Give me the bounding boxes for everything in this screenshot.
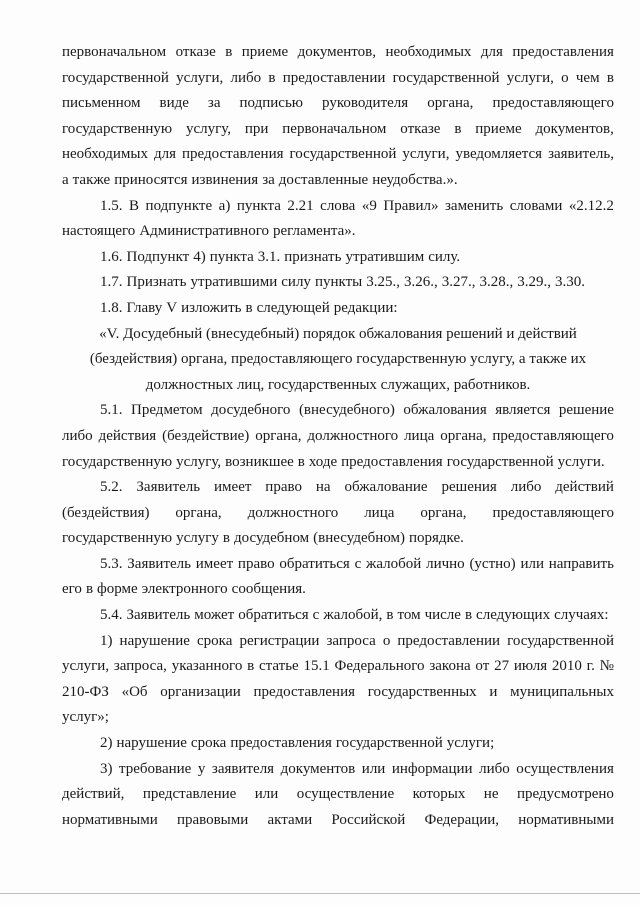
text-line [62, 705, 614, 731]
text-line [62, 347, 614, 373]
word: Предметом [131, 402, 203, 419]
word: или [254, 786, 279, 803]
word: 3.26., [403, 274, 438, 291]
word: в [297, 453, 305, 470]
word: о [561, 69, 569, 86]
word: срока [197, 632, 233, 649]
word: предоставления [181, 146, 284, 163]
word: 4) [193, 248, 206, 265]
word: утратившими [190, 274, 278, 291]
word: лица [404, 427, 435, 444]
word: государственной [289, 146, 397, 163]
word: силу. [428, 248, 461, 265]
word: 3.25., [366, 274, 400, 291]
word: приеме [475, 120, 522, 137]
line-text: (бездействия) органа, предоставляющего государственную услугу, а также их [89, 351, 587, 368]
text-line [62, 142, 614, 168]
word: нормативными [518, 811, 614, 828]
text-line [62, 731, 614, 757]
word: приносятся [114, 171, 188, 188]
word: (внесудебного) [298, 402, 395, 419]
word: руководителя [322, 95, 409, 112]
word: Федерального [334, 658, 425, 675]
word: ходе [308, 453, 338, 470]
word: Административного [139, 223, 269, 240]
word: чем [575, 69, 600, 86]
text-line [62, 66, 614, 92]
word: заявитель, [548, 146, 614, 163]
word: жалобой, [323, 607, 383, 624]
word: предоставления [341, 453, 443, 470]
word: с [354, 555, 362, 572]
word: в [247, 658, 255, 675]
word: его [62, 581, 82, 598]
word: органа, [440, 427, 487, 444]
word: том [397, 607, 421, 624]
word: также [72, 171, 111, 188]
word: В [129, 197, 140, 214]
word: Федерации, [424, 811, 500, 828]
word: услугу, [176, 453, 222, 470]
word: указанного [171, 658, 243, 675]
word: решение [558, 402, 614, 419]
word: отказе [400, 120, 441, 137]
word: Главу [126, 299, 163, 316]
word: форме [97, 581, 138, 598]
word: (устно) [469, 555, 516, 572]
word: услугу, [185, 120, 231, 137]
word: документов, [535, 120, 614, 137]
word: неудобства.». [372, 171, 458, 188]
word: в [606, 69, 614, 86]
word: государственной [507, 632, 614, 649]
word: действия [98, 427, 157, 444]
word: предоставлении [397, 632, 501, 649]
word: а [62, 171, 69, 188]
scan-edge-line [0, 893, 640, 894]
word: организации [160, 683, 241, 700]
word: 3.1. [257, 248, 281, 265]
word: является [495, 402, 551, 419]
word: необходимых [385, 44, 472, 60]
word: действий, [62, 786, 125, 803]
word: Подпункт [126, 248, 190, 265]
word: изложить [181, 299, 242, 316]
word: либо [230, 69, 262, 86]
word: предоставления [253, 683, 356, 700]
word: 3.30. [554, 274, 585, 291]
word: либо [62, 427, 93, 444]
text-line [62, 270, 614, 296]
text-line [62, 219, 614, 245]
word: государственных [367, 683, 477, 700]
text-line [62, 629, 614, 655]
word: предоставления [230, 735, 332, 752]
word: Правил» [383, 197, 439, 214]
word: муниципальных [510, 683, 614, 700]
word: которых [412, 786, 466, 803]
line-text: «V. Досудебный (внесудебный) порядок обжалования решений и действий [99, 325, 577, 342]
text-line [62, 296, 614, 322]
word: 2.21 [287, 197, 314, 214]
word: осуществления [516, 760, 614, 777]
word: 1.5. [100, 197, 123, 214]
word: у [197, 760, 206, 777]
word: от [475, 658, 490, 675]
word: предоставляющего [492, 95, 614, 112]
word: виде [159, 95, 189, 112]
word: может [194, 607, 235, 624]
word: срока [190, 735, 227, 752]
word: предоставлении [282, 69, 386, 86]
word: сообщения. [231, 581, 306, 598]
word: в [386, 607, 394, 624]
word: правовыми [176, 811, 249, 828]
word: в [464, 607, 473, 624]
word: пункта [236, 197, 281, 214]
word: услуги, [176, 69, 224, 86]
word: 3) [100, 760, 113, 777]
word: документов, [297, 44, 376, 60]
word: государственной [392, 69, 500, 86]
word: при [244, 120, 269, 137]
word: услуги, [506, 69, 554, 86]
word: «Об [121, 683, 148, 700]
word: осуществление [296, 786, 395, 803]
word: отказе [175, 44, 216, 60]
word: словами [509, 197, 563, 214]
word: лично [426, 555, 465, 572]
word: необходимых [62, 146, 148, 163]
word: (бездействие) [162, 427, 250, 444]
word: 210-ФЗ [62, 683, 109, 700]
word: органа, [427, 95, 474, 112]
word: следующей [256, 299, 330, 316]
word: письменном [62, 95, 141, 112]
word: подписью [239, 95, 304, 112]
word: пункта [209, 248, 254, 265]
word: услуги, [402, 146, 450, 163]
word: досудебного [211, 402, 291, 419]
word: регламента». [273, 223, 356, 240]
text-line [62, 40, 614, 66]
word: «2.12.2 [568, 197, 614, 214]
word: редакции: [333, 299, 398, 316]
word: доставленные [278, 171, 369, 188]
text-line [62, 680, 614, 706]
word: услуг»; [62, 709, 109, 726]
word: и [489, 683, 498, 700]
word: заявителя [211, 760, 275, 777]
text-line [62, 808, 614, 834]
word: а) [218, 197, 231, 214]
word: имеет [214, 479, 252, 496]
word: 1) [100, 632, 113, 649]
word: Российской [331, 811, 406, 828]
text-line [62, 654, 614, 680]
word: государственную [62, 530, 173, 547]
text-line [62, 552, 614, 578]
word: направить [548, 555, 614, 572]
word: решения [441, 479, 497, 496]
word: обратиться [238, 607, 309, 624]
word: запроса, [113, 658, 167, 675]
word: лица [364, 504, 395, 521]
word: государственной [446, 453, 554, 470]
text-line [62, 322, 614, 348]
text-line [62, 450, 614, 476]
word: органа, [420, 504, 467, 521]
word: 2010 [551, 658, 582, 675]
word: регистрации [239, 632, 320, 649]
text-line [62, 373, 614, 399]
word: обжалования [403, 402, 487, 419]
word: 3.28., [479, 274, 514, 291]
word: должностного [307, 427, 399, 444]
word: 5.2. [100, 479, 123, 496]
word: 5.3. [100, 555, 123, 572]
word: настоящего [62, 223, 136, 240]
word: предоставляющего [492, 427, 614, 444]
word: органа, [175, 504, 222, 521]
word: или [520, 555, 544, 572]
word: пункты [314, 274, 363, 291]
word: статье [258, 658, 299, 675]
word: утратившим [345, 248, 425, 265]
word: слова [320, 197, 356, 214]
word: приеме [241, 44, 289, 60]
word: 15.1 [303, 658, 330, 675]
word: 2) [100, 735, 113, 752]
word: 1.6. [100, 248, 123, 265]
word: нарушение [116, 735, 187, 752]
text-line [62, 782, 614, 808]
word: заменить [444, 197, 504, 214]
word: нарушение [119, 632, 190, 649]
word: обжалование [344, 479, 428, 496]
word: нормативными [62, 811, 158, 828]
word: V [166, 299, 178, 316]
word: документов [280, 760, 356, 777]
word: предоставляющего [492, 504, 614, 521]
word: Заявитель [136, 479, 201, 496]
word: о [382, 632, 391, 649]
text-line [62, 117, 614, 143]
word: 5.4. [100, 607, 123, 624]
word: 1.8. [100, 299, 123, 316]
word: 1.7. [100, 274, 123, 291]
word: за [262, 171, 275, 188]
word: либо [479, 760, 510, 777]
line-text: должностных лиц, государственных служащих, работников. [145, 376, 531, 393]
word: на [315, 479, 331, 496]
word: не [483, 786, 499, 803]
word: признать [284, 248, 342, 265]
word: жалобой [366, 555, 422, 572]
text-line [62, 757, 614, 783]
word: обратиться [279, 555, 350, 572]
word: запроса [326, 632, 376, 649]
word: (бездействия) [62, 504, 150, 521]
word: требование [119, 760, 192, 777]
word: представление [142, 786, 237, 803]
word: первоначальном [282, 120, 387, 137]
word: Заявитель [127, 555, 191, 572]
word: в [245, 299, 253, 316]
text-line [62, 245, 614, 271]
document-body [62, 40, 614, 833]
word: в [454, 120, 462, 137]
word: государственной [335, 735, 443, 752]
text-line [62, 603, 614, 629]
text-line [62, 91, 614, 117]
word: предусмотрено [516, 786, 614, 803]
word: или [361, 760, 386, 777]
text-line [62, 501, 614, 527]
word: с [312, 607, 320, 624]
word: в [85, 581, 94, 598]
word: первоначальном [62, 44, 167, 60]
word: услуги; [446, 735, 495, 752]
word: «9 [361, 197, 377, 214]
word: 3.29., [517, 274, 551, 291]
text-line [62, 475, 614, 501]
word: услугу [176, 530, 219, 547]
word: случаях: [554, 607, 609, 624]
word: 3.27., [441, 274, 476, 291]
word: г. [586, 658, 595, 675]
word: № [599, 658, 614, 675]
word: уведомляется [455, 146, 543, 163]
word: июля [513, 658, 548, 675]
word: в [268, 69, 276, 86]
word: следующих [476, 607, 551, 624]
word: право [237, 555, 275, 572]
word: в [225, 44, 233, 60]
word: числе [424, 607, 461, 624]
word: информации [391, 760, 473, 777]
word: электронного [141, 581, 228, 598]
word: актами [267, 811, 313, 828]
word: Признать [126, 274, 187, 291]
text-line [62, 398, 614, 424]
word: закона [429, 658, 471, 675]
word: государственной [62, 69, 169, 86]
word: государственную [62, 453, 173, 470]
word: право [265, 479, 302, 496]
word: государственную [62, 120, 173, 137]
word: имеет [195, 555, 234, 572]
word: 27 [494, 658, 510, 675]
text-line [62, 424, 614, 450]
word: досудебном [233, 530, 310, 547]
word: 5.1. [100, 402, 123, 419]
word: подпункте [145, 197, 213, 214]
word: предоставления [512, 44, 614, 60]
word: силу [281, 274, 311, 291]
word: Заявитель [126, 607, 191, 624]
text-line [62, 168, 614, 194]
word: для [153, 146, 176, 163]
text-line [62, 577, 614, 603]
word: действий [555, 479, 614, 496]
text-line [62, 194, 614, 220]
word: должностного [247, 504, 339, 521]
text-line [62, 526, 614, 552]
word: за [207, 95, 221, 112]
word: органа, [255, 427, 302, 444]
word: в [222, 530, 230, 547]
word: для [480, 44, 503, 60]
word: услуги. [557, 453, 605, 470]
word: (внесудебном) [313, 530, 405, 547]
word: возникшее [225, 453, 294, 470]
word: услуги, [62, 658, 110, 675]
word: либо [510, 479, 542, 496]
word: порядке. [408, 530, 464, 547]
word: извинения [191, 171, 259, 188]
